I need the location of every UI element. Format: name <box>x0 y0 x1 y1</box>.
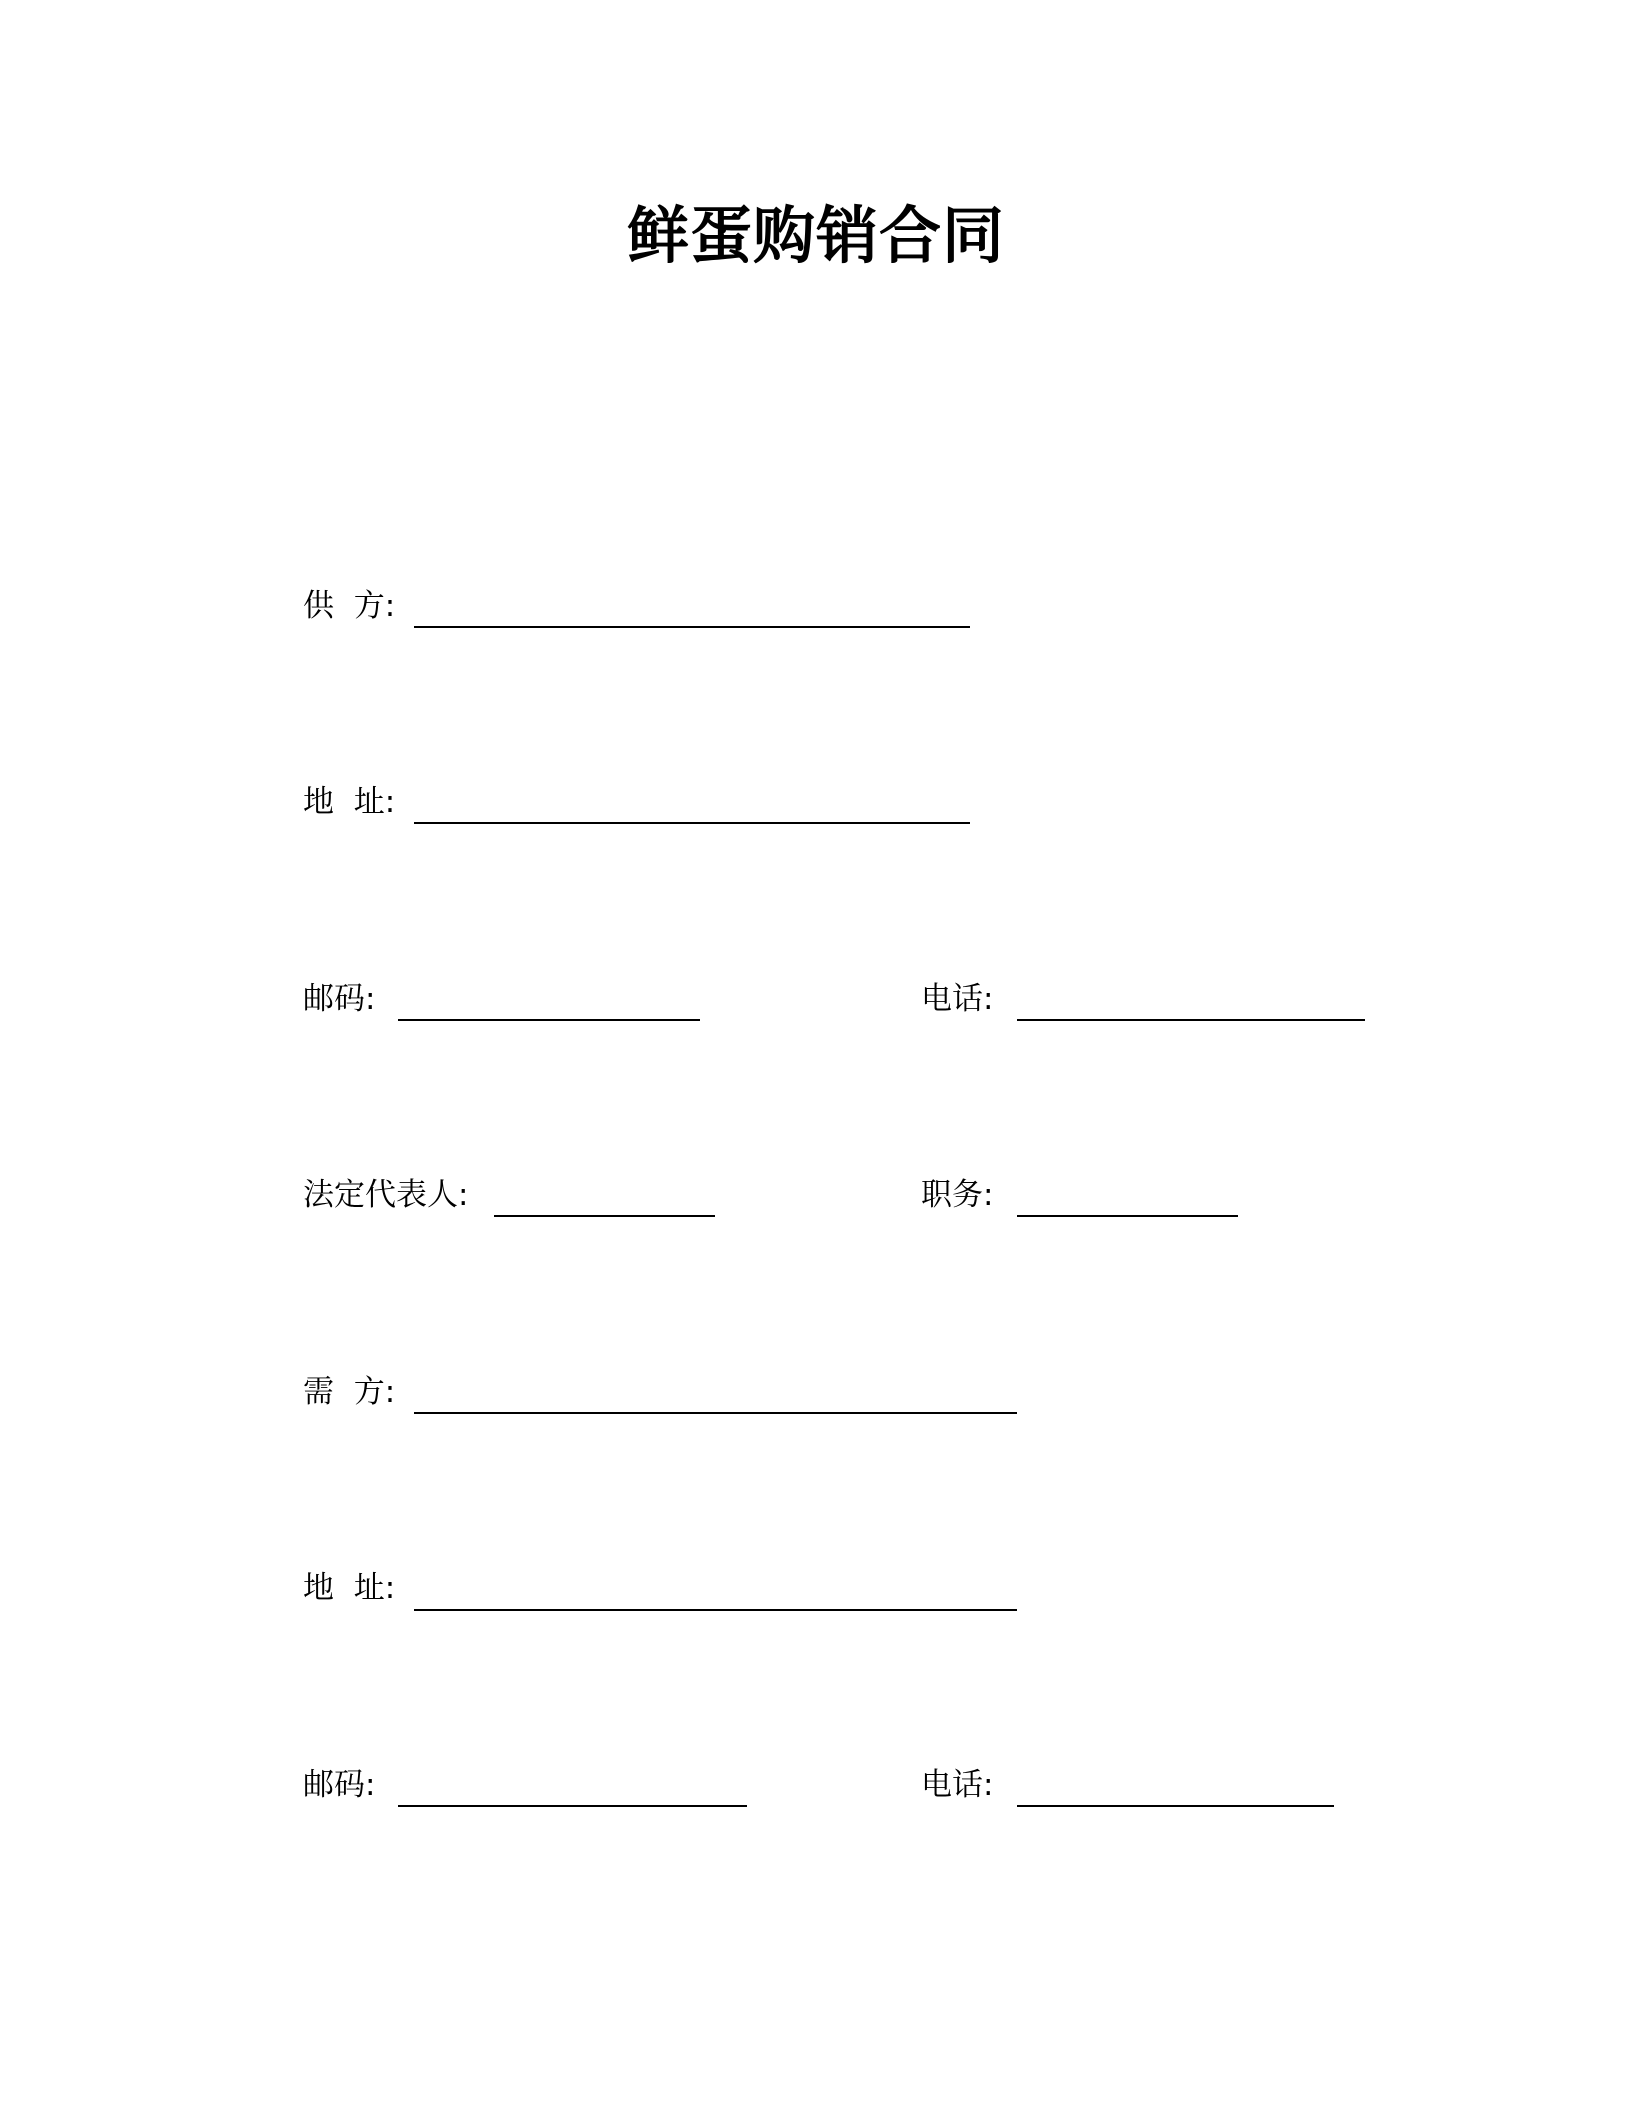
supplier-position-field[interactable] <box>1017 1215 1238 1217</box>
supplier-party-field[interactable] <box>414 626 970 628</box>
supplier-phone-field[interactable] <box>1017 1019 1365 1021</box>
document-title: 鲜蛋购销合同 <box>626 199 1005 272</box>
supplier-address-field[interactable] <box>414 822 970 824</box>
buyer-party-field[interactable] <box>414 1412 1017 1414</box>
buyer-postcode-field[interactable] <box>398 1805 747 1807</box>
supplier-address-label: 地 址: <box>303 784 396 820</box>
supplier-legal-rep-field[interactable] <box>494 1215 715 1217</box>
buyer-party-label: 需 方: <box>303 1374 396 1410</box>
buyer-phone-field[interactable] <box>1017 1805 1334 1807</box>
buyer-phone-label: 电话: <box>921 1767 994 1803</box>
supplier-phone-label: 电话: <box>921 981 994 1017</box>
buyer-postcode-label: 邮码: <box>303 1767 376 1803</box>
supplier-legal-rep-label: 法定代表人: <box>303 1177 469 1213</box>
buyer-address-field[interactable] <box>414 1609 1017 1611</box>
supplier-postcode-field[interactable] <box>398 1019 700 1021</box>
supplier-postcode-label: 邮码: <box>303 981 376 1017</box>
supplier-party-label: 供 方: <box>303 588 396 624</box>
supplier-position-label: 职务: <box>921 1177 994 1213</box>
buyer-address-label: 地 址: <box>303 1570 396 1606</box>
